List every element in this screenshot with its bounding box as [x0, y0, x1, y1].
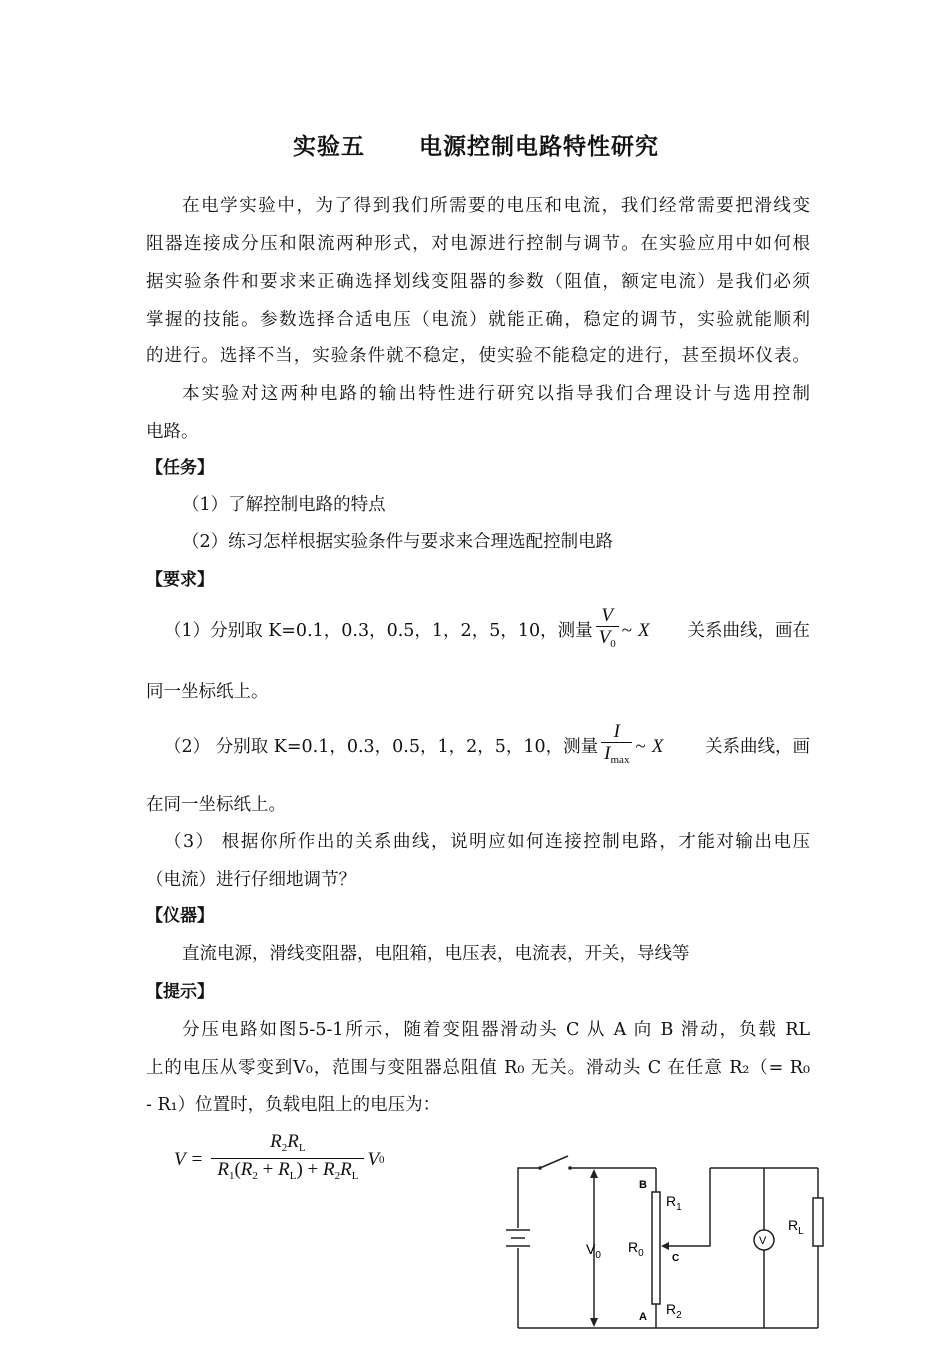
requirement-2-text: （2） 分别取 K=0.1，0.3，0.5，1，2，5，10，测量 — [164, 736, 599, 757]
formula-denominator — [211, 1158, 364, 1187]
variable-x: X — [638, 619, 650, 641]
task-item-1: （1）了解控制电路的特点 — [182, 495, 386, 515]
r1-label-sub: 1 — [676, 1202, 682, 1213]
hint-line-2: 上的电压从零变到V₀，范围与变阻器总阻值 R₀ 无关。滑动头 C 在任意 R₂（= R₀ — [146, 1058, 810, 1078]
v0-arrow-head-up — [590, 1169, 598, 1178]
formula-den-open-paren: ( — [234, 1159, 241, 1180]
current-ratio-denominator: I — [604, 743, 611, 764]
voltage-ratio-denominator-subscript: 0 — [610, 638, 616, 650]
terminal-b-label: B — [639, 1179, 647, 1191]
requirement-3-line-2: （电流）进行仔细地调节？ — [146, 870, 356, 890]
current-ratio-numerator: I — [613, 721, 620, 742]
r0-label — [628, 1239, 644, 1259]
formula-den-r2-sub: 2 — [252, 1170, 258, 1182]
formula-num-r2: R — [270, 1131, 282, 1152]
formula-den-r1-sub: 1 — [228, 1170, 235, 1182]
r2-label-letter: R — [666, 1301, 677, 1317]
formula-num-r2-sub: 2 — [281, 1142, 288, 1154]
formula-equals: = — [191, 1148, 203, 1170]
formula-den-close-paren: ) — [296, 1159, 303, 1180]
formula-den-r2: R — [240, 1159, 253, 1180]
requirement-2-line — [164, 722, 810, 771]
rl-label-letter: R — [788, 1217, 799, 1233]
formula-den-rlb-sub: L — [351, 1170, 359, 1182]
intro-para2-line-2: 电路。 — [146, 422, 199, 442]
variable-x: X — [651, 735, 664, 757]
formula-den-rl-sub: L — [289, 1170, 297, 1182]
current-ratio-fraction — [601, 722, 632, 771]
voltage-ratio-fraction — [596, 606, 619, 655]
r1-label-letter: R — [666, 1193, 677, 1209]
task-heading: 【任务】 — [146, 458, 214, 478]
divider-voltage-formula — [174, 1132, 385, 1187]
rl-label — [788, 1217, 804, 1237]
r1-label — [666, 1193, 682, 1213]
v0-label-letter: V — [586, 1241, 596, 1257]
formula-num-rl: R — [287, 1131, 299, 1152]
slider-c-label: C — [672, 1253, 680, 1264]
requirement-1-continuation: 同一坐标纸上。 — [146, 682, 269, 702]
switch-contact — [568, 1166, 572, 1170]
title-experiment-name: 电源控制电路特性研究 — [419, 134, 659, 160]
load-resistor-body — [813, 1198, 823, 1246]
rl-label-sub: L — [798, 1226, 804, 1237]
current-ratio-denominator-subscript: max — [610, 754, 630, 766]
formula-rhs: V — [367, 1148, 380, 1170]
hint-line-3: - R₁）位置时，负载电阻上的电压为： — [146, 1095, 441, 1115]
formula-lhs: V — [174, 1148, 186, 1170]
tilde-symbol: ~ — [635, 735, 646, 757]
formula-rhs-sub: 0 — [379, 1153, 385, 1166]
switch-pivot — [538, 1166, 542, 1170]
intro-line-1: 在电学实验中，为了得到我们所需要的电压和电流，我们经常需要把滑线变 — [182, 196, 810, 216]
task-item-2: （2）练习怎样根据实验条件与要求来合理选配控制电路 — [182, 532, 614, 552]
requirement-2-suffix: 关系曲线，画 — [705, 736, 810, 757]
instruments-list: 直流电源，滑线变阻器，电阻箱，电压表，电流表，开关，导线等 — [182, 944, 690, 964]
formula-fraction — [211, 1132, 364, 1187]
voltmeter-symbol: V — [759, 1235, 767, 1247]
formula-den-plus-1: + — [257, 1159, 279, 1180]
r0-label-letter: R — [628, 1239, 639, 1255]
v0-arrow-head-down — [590, 1318, 598, 1327]
formula-den-plus-2: + — [302, 1159, 323, 1180]
terminal-a-label: A — [639, 1311, 647, 1323]
requirement-3-line-1: （3） 根据你所作出的关系曲线，说明应如何连接控制电路，才能对输出电压 — [164, 832, 810, 852]
requirements-heading: 【要求】 — [146, 570, 214, 590]
top-left-wire — [518, 1168, 540, 1182]
requirement-1-suffix: 关系曲线，画在 — [687, 620, 810, 641]
requirement-1-text: （1）分别取 K=0.1，0.3，0.5，1，2，5，10，测量 — [164, 620, 593, 641]
slider-arrow-head — [661, 1242, 669, 1250]
r0-label-sub: 0 — [638, 1248, 644, 1259]
formula-den-r1: R — [217, 1159, 229, 1180]
r2-label-sub: 2 — [676, 1310, 682, 1321]
r2-label — [666, 1301, 682, 1321]
rheostat-body — [652, 1192, 660, 1304]
page-title — [0, 128, 952, 161]
instruments-heading: 【仪器】 — [146, 906, 214, 926]
formula-den-rlb: R — [340, 1159, 352, 1180]
intro-line-4: 掌握的技能。参数选择合适电压（电流）就能正确，稳定的调节，实验就能顺利 — [146, 310, 810, 330]
formula-numerator — [264, 1132, 311, 1158]
requirement-1-line — [164, 606, 810, 655]
title-experiment-number: 实验五 — [293, 134, 365, 160]
requirement-2-continuation: 在同一坐标纸上。 — [146, 795, 286, 815]
intro-line-3: 据实验条件和要求来正确选择划线变阻器的参数（阻值，额定电流）是我们必须 — [146, 272, 810, 292]
voltage-divider-circuit-diagram — [500, 1150, 840, 1340]
intro-para2-line-1: 本实验对这两种电路的输出特性进行研究以指导我们合理设计与选用控制 — [182, 384, 810, 404]
intro-line-5: 的进行。选择不当，实验条件就不稳定，使实验不能稳定的进行，甚至损坏仪表。 — [146, 346, 810, 366]
hint-line-1: 分压电路如图5-5-1所示，随着变阻器滑动头 C 从 A 向 B 滑动，负载 RL — [182, 1020, 810, 1040]
tilde-symbol: ~ — [621, 619, 632, 641]
formula-den-rl: R — [278, 1159, 290, 1180]
voltage-ratio-numerator: V — [601, 605, 613, 626]
formula-den-r2b: R — [322, 1159, 335, 1180]
switch-blade — [540, 1156, 568, 1168]
hint-heading: 【提示】 — [146, 982, 214, 1002]
formula-num-rl-sub: L — [298, 1142, 306, 1154]
v0-label-sub: 0 — [595, 1250, 601, 1261]
intro-line-2: 阻器连接成分压和限流两种形式，对电源进行控制与调节。在实验应用中如何根 — [146, 234, 810, 254]
voltage-ratio-denominator: V — [598, 627, 611, 648]
formula-den-r2b-sub: 2 — [334, 1170, 341, 1182]
